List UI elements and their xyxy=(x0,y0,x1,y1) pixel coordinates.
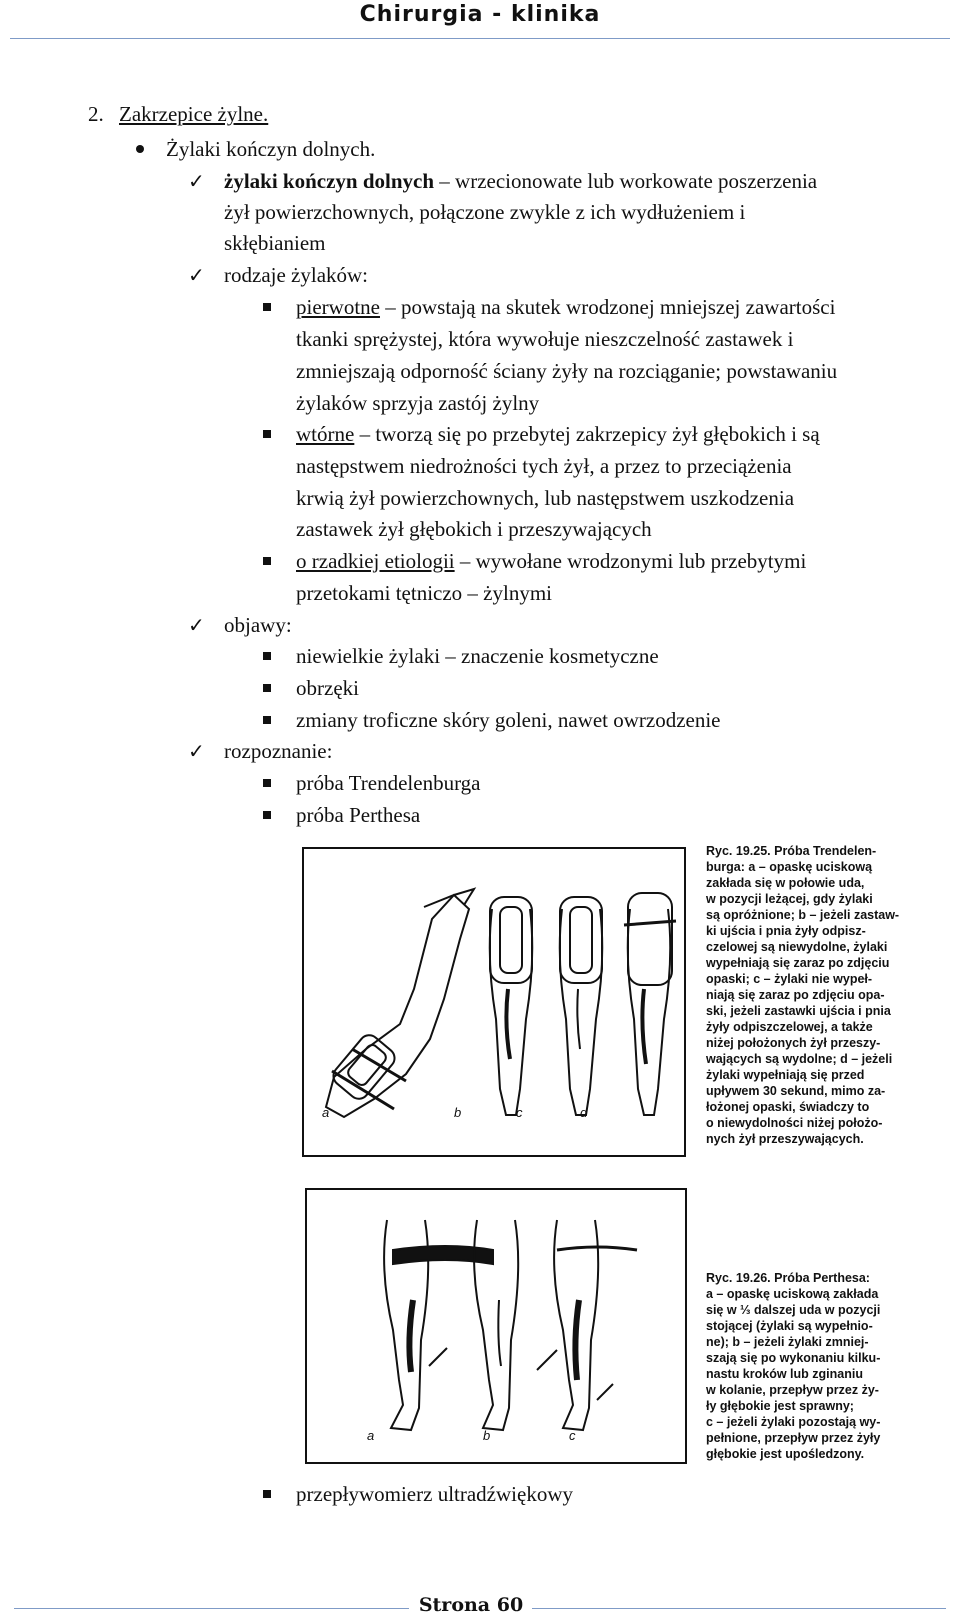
symptom-item: zmiany troficzne skóry goleni, nawet owrzodzenie xyxy=(296,708,721,732)
definition-line-2: żył powierzchownych, połączone zwykle z ich wydłużeniem i xyxy=(224,200,746,224)
symptoms-label: objawy: xyxy=(224,613,292,637)
definition-line-3: skłębianiem xyxy=(224,231,326,255)
square-bullet-icon xyxy=(263,430,271,438)
secondary-line-3: krwią żył powierzchownych, lub następstwem uszkodzenia xyxy=(296,486,795,510)
secondary-line-4: zastawek żył głębokich i przeszywających xyxy=(296,517,652,541)
primary-line-1: pierwotne – powstają na skutek wrodzonej mniejszej zawartości xyxy=(296,295,836,319)
legs-illustration xyxy=(304,849,684,1155)
primary-term: pierwotne xyxy=(296,295,380,319)
footer-divider xyxy=(14,1608,409,1609)
symptom-item: niewielkie żylaki – znaczenie kosmetyczne xyxy=(296,644,659,668)
header-title: Chirurgia - klinika xyxy=(359,2,601,27)
figure-letter: a xyxy=(367,1428,375,1443)
symptom-item: obrzęki xyxy=(296,676,359,700)
figure-illustration-frame xyxy=(302,847,686,1157)
types-label: rodzaje żylaków: xyxy=(224,263,369,287)
topic-heading: Żylaki kończyn dolnych. xyxy=(166,137,376,161)
section-number: 2. xyxy=(88,102,104,126)
figure-letter: d xyxy=(580,1105,588,1120)
section-heading xyxy=(88,101,268,127)
square-bullet-icon xyxy=(263,779,271,787)
checkmark-icon: ✓ xyxy=(188,169,205,193)
primary-line-3: zmniejszają odporność ściany żyły na rozciąganie; powstawaniu xyxy=(296,359,838,383)
rare-line-1: o rzadkiej etiologii – wywołane wrodzonymi lub przebytymi xyxy=(296,549,807,573)
figure-illustration-frame xyxy=(305,1188,687,1464)
definition-term: żylaki kończyn dolnych xyxy=(224,169,435,193)
figure-trendelenburg xyxy=(300,843,910,1173)
bullet-dot-icon xyxy=(136,145,144,153)
square-bullet-icon xyxy=(263,303,271,311)
square-bullet-icon xyxy=(263,1490,271,1498)
figure-letter: a xyxy=(322,1105,330,1120)
figure-caption: Ryc. 19.26. Próba Perthesa: a – opaskę uciskową zakłada się w ⅓ dalszej uda w pozycji stojącej (żylaki są wypełnio- ne); b – jeżeli żylaki zmniej- szają się po wykonaniu kilku- nastu kroków lub zginaniu w kolanie, przepływ przez ży- ły głębokie jest sprawny; c – jeżeli żylaki pozostają wy- pełnione, przepływ przez żyły głębokie jest upośledzony. xyxy=(706,1271,881,1461)
secondary-line-2: następstwem niedrożności tych żył, a przez to przeciążenia xyxy=(296,454,792,478)
figure-caption: Ryc. 19.25. Próba Trendelen- burga: a – opaskę uciskową zakłada się w połowie uda, w pozycji leżącej, gdy żylaki są opróżnione; b – jeżeli zastaw- ki ujścia i pnia żyły odpisz- czelowej są niewydolne, żylaki wypełniają się zaraz po zdjęciu opaski; c – żylaki nie wypeł- niają się zaraz po zdjęciu opa- ski, jeżeli zastawki ujścia i pnia żyły odpiszczelowej, a także niżej położonych żył przeszy- wających są wydolne; d – jeżeli żylaki wypełniają się przed upływem 30 sekund, mimo za- łożonej opaski, świadczy to o niewydolności niżej położo- nych żył przeszywających. xyxy=(706,844,900,1146)
checkmark-icon: ✓ xyxy=(188,263,205,287)
figure-perthes xyxy=(300,1188,910,1468)
diagnosis-item: próba Trendelenburga xyxy=(296,771,481,795)
secondary-line-1: wtórne – tworzą się po przebytej zakrzepicy żył głębokich i są xyxy=(296,422,820,446)
square-bullet-icon xyxy=(263,557,271,565)
checkmark-icon: ✓ xyxy=(188,739,205,763)
checkmark-icon: ✓ xyxy=(188,613,205,637)
header-divider xyxy=(10,38,950,39)
secondary-term: wtórne xyxy=(296,422,355,446)
diagnosis-label: rozpoznanie: xyxy=(224,739,333,763)
square-bullet-icon xyxy=(263,716,271,724)
section-title: Zakrzepice żylne. xyxy=(119,102,269,126)
legs-illustration xyxy=(307,1190,685,1462)
diagnosis-item: przepływomierz ultradźwiękowy xyxy=(296,1482,573,1506)
rare-line-2: przetokami tętniczo – żylnymi xyxy=(296,581,552,605)
square-bullet-icon xyxy=(263,684,271,692)
figure-letter: c xyxy=(569,1428,576,1443)
primary-line-2: tkanki sprężystej, która wywołuje nieszczelność zastawek i xyxy=(296,327,794,351)
diagnosis-item: próba Perthesa xyxy=(296,803,421,827)
definition-line-1 xyxy=(224,168,817,194)
page-number: Strona 60 xyxy=(418,1594,524,1616)
figure-letter: b xyxy=(483,1428,491,1443)
page-header xyxy=(0,0,960,38)
primary-line-4: żylaków sprzyja zastój żylny xyxy=(296,391,540,415)
definition-text: – wrzecionowate lub workowate poszerzenia xyxy=(434,169,818,193)
footer-divider xyxy=(532,1608,946,1609)
figure-letter: b xyxy=(454,1105,462,1120)
square-bullet-icon xyxy=(263,652,271,660)
rare-term: o rzadkiej etiologii xyxy=(296,549,455,573)
square-bullet-icon xyxy=(263,811,271,819)
figure-letter: c xyxy=(516,1105,523,1120)
